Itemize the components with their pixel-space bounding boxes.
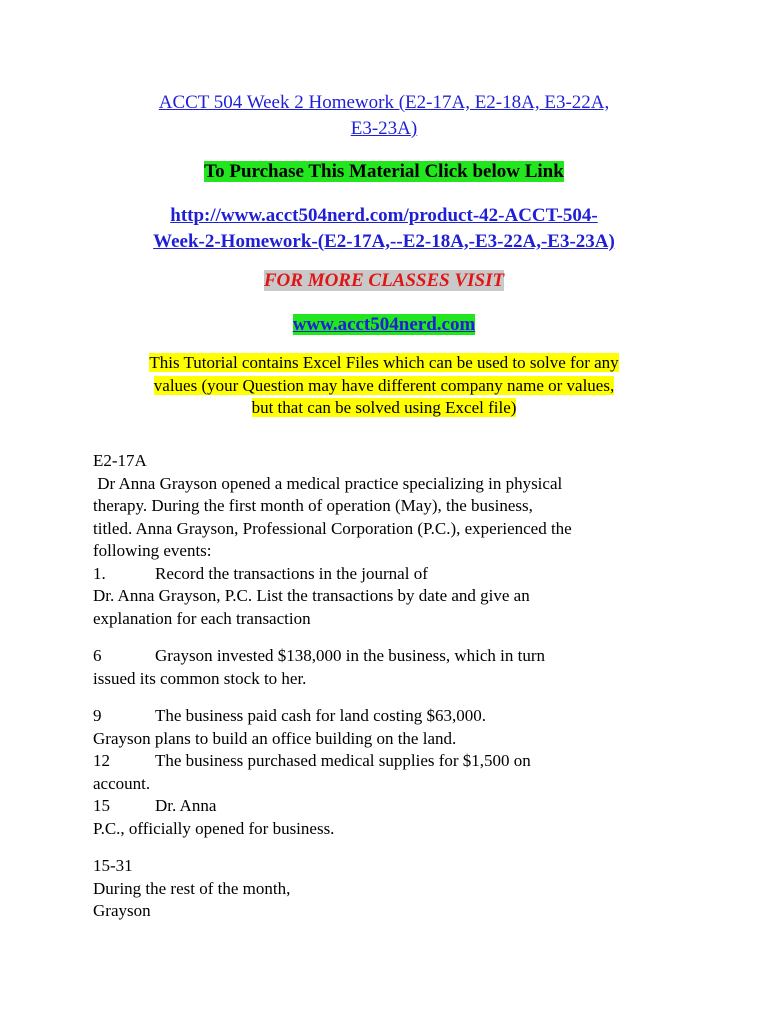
step-number: 1.	[93, 563, 106, 583]
range-label: 15-31	[93, 856, 133, 875]
url-line-2: Week-2-Homework-(E2-17A,--E2-18A,-E3-22A,-E3-23A)	[153, 231, 615, 252]
tutorial-line-3: but that can be solved using Excel file)	[251, 398, 517, 417]
intro-line-1: Dr Anna Grayson opened a medical practice specializing in physical	[93, 473, 563, 493]
transaction-range	[93, 855, 693, 923]
tx6-text: Grayson invested $138,000 in the business, which in turn	[155, 646, 546, 665]
product-url-link[interactable]	[153, 205, 615, 252]
exercise-id: E2-17A	[93, 451, 147, 470]
document-title	[0, 90, 768, 142]
transactions-9-15	[93, 705, 693, 840]
step-line-3: explanation for each transaction	[93, 608, 311, 628]
tx9-line-2: Grayson plans to build an office building on the land.	[93, 728, 457, 748]
site-banner	[0, 313, 768, 336]
title-line-2: E3-23A)	[350, 118, 418, 139]
tx12-text: The business purchased medical supplies for $1,500 on	[155, 751, 531, 770]
more-classes-text: FOR MORE CLASSES VISIT	[263, 270, 505, 291]
tx15-number: 15	[93, 796, 110, 815]
intro-line-3: titled. Anna Grayson, Professional Corporation (P.C.), experienced the	[93, 518, 572, 538]
step-text: Record the transactions in the journal of	[155, 563, 428, 583]
tx15-line-2: P.C., officially opened for business.	[93, 818, 335, 838]
range-line-1: During the rest of the month,	[93, 878, 291, 898]
tutorial-note	[0, 352, 768, 420]
purchase-text: To Purchase This Material Click below Link	[204, 161, 564, 182]
tx6-number: 6	[93, 646, 102, 665]
tx12-number: 12	[93, 751, 110, 770]
tutorial-line-1: This Tutorial contains Excel Files which can be used to solve for any	[149, 353, 619, 372]
transaction-6	[93, 645, 693, 690]
purchase-banner	[0, 160, 768, 183]
exercise-intro	[93, 450, 693, 630]
tutorial-line-2: values (your Question may have different company name or values,	[153, 375, 615, 395]
intro-line-4: following events:	[93, 541, 212, 560]
site-link[interactable]: www.acct504nerd.com	[292, 314, 476, 335]
title-link[interactable]	[159, 92, 610, 139]
tx9-number: 9	[93, 706, 102, 725]
url-line-1: http://www.acct504nerd.com/product-42-ACCT-504-	[170, 205, 598, 226]
tx12-line-2: account.	[93, 773, 151, 793]
step-line-2: Dr. Anna Grayson, P.C. List the transactions by date and give an	[93, 586, 530, 605]
product-url	[0, 203, 768, 255]
range-line-2: Grayson	[93, 901, 151, 920]
tx6-line-2: issued its common stock to her.	[93, 668, 307, 688]
tx15-text: Dr. Anna	[155, 796, 217, 815]
title-line-1: ACCT 504 Week 2 Homework (E2-17A, E2-18A, E3-22A,	[158, 92, 610, 113]
tx9-text: The business paid cash for land costing $63,000.	[155, 706, 486, 725]
more-classes-banner	[0, 269, 768, 292]
intro-line-2: therapy. During the first month of operation (May), the business,	[93, 496, 533, 515]
